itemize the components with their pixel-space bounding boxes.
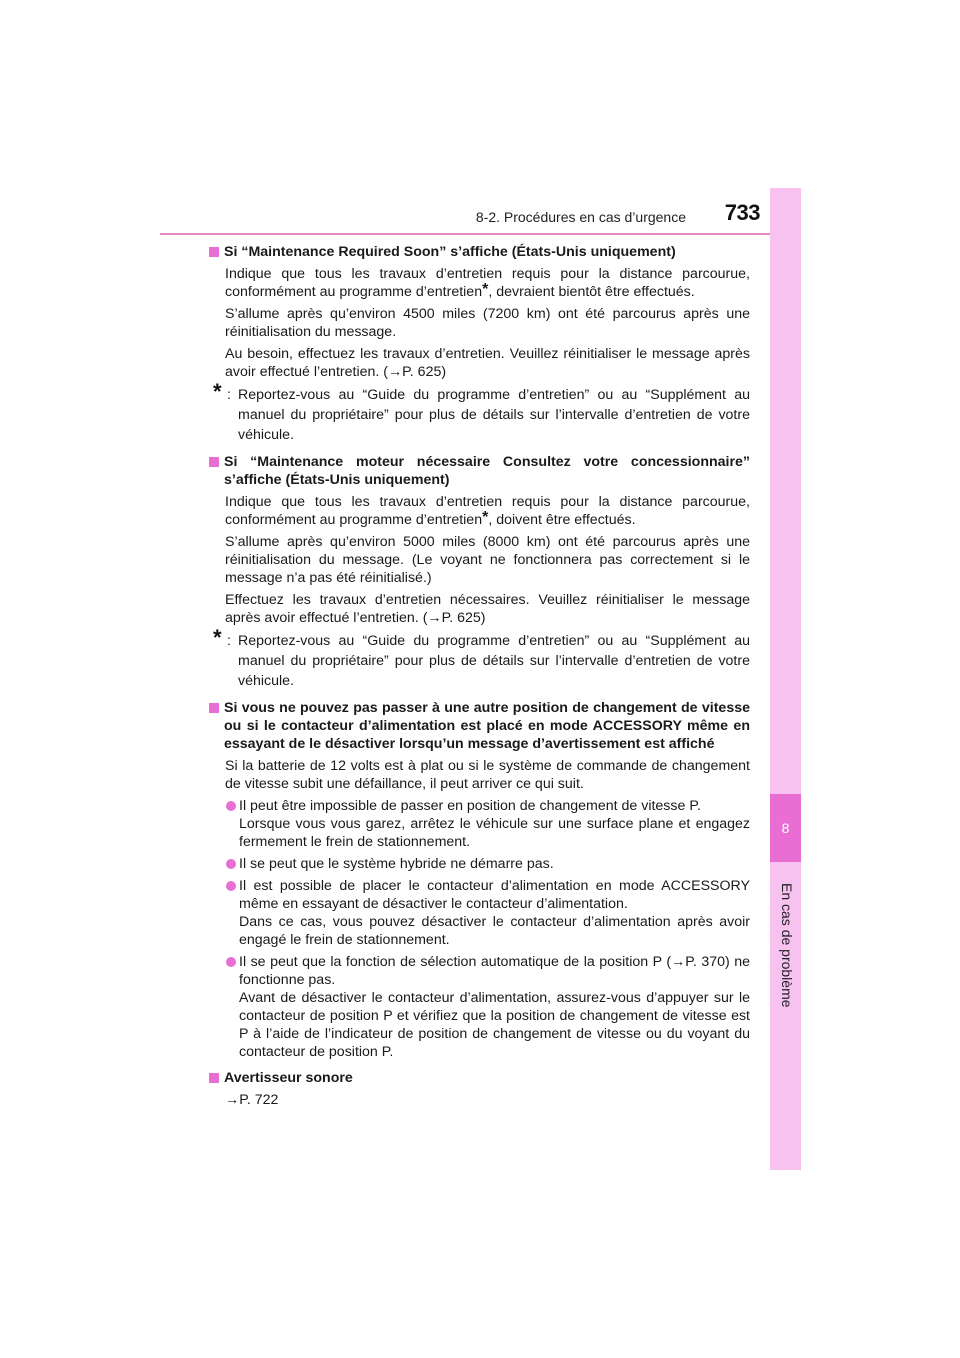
paragraph [225,493,750,529]
section-shift-failure [208,699,750,1061]
circle-bullet-icon [226,859,236,869]
list-item-text: Il peut être impossible de passer en position de changement de vitesse P. [239,798,701,814]
section-heading [208,1069,750,1087]
paragraph-text: Indique que tous les travaux d’entretien requis pour la distance parcourue, conformément au programme d’entretien [225,266,750,300]
chapter-side-tab [770,188,801,1170]
square-bullet-icon [209,457,219,467]
footnote-text: Reportez-vous au “Guide du programme d’entretien” ou au “Supplément au manuel du propriétaire” pour plus de détails sur l’intervalle d’entretien de votre véhicule. [238,387,750,443]
paragraph [225,265,750,301]
footnote [208,379,750,445]
paragraph-text: Indique que tous les travaux d’entretien requis pour la distance parcourue, conformément au programme d’entretien [225,494,750,528]
page-reference-link[interactable]: →P. 722 [225,1092,279,1108]
footnote-marker: * [482,509,489,526]
list-item [208,855,750,873]
paragraph: Si la batterie de 12 volts est à plat ou si le système de commande de changement de vitesse subit une défaillance, il peut arriver ce qui suit. [225,758,750,792]
list-item-text: Avant de désactiver le contacteur d’alimentation, assurez-vous d’appuyer sur le contacteur de position P et vérifiez que la position de changement de vitesse est P à l’aide de l’indicateur de position de changement de vitesse ou du voyant du contacteur de position P. [239,990,750,1060]
chapter-label: En cas de problème [779,883,795,1008]
page-content [208,243,750,1117]
circle-bullet-icon [226,801,236,811]
list-item-text: Il se peut que la fonction de sélection automatique de la position P (→P. 370) ne fonctionne pas. [239,954,750,988]
heading-text: Si “Maintenance Required Soon” s’affiche (États-Unis uniquement) [224,244,676,260]
paragraph: Effectuez les travaux d’entretien nécessaires. Veuillez réinitialiser le message après avoir effectué l’entretien. (→P. 625) [225,592,750,626]
paragraph-text: , doivent être effectués. [488,512,636,528]
list-item-text: Dans ce cas, vous pouvez désactiver le contacteur d’alimentation après avoir engagé le frein de stationnement. [239,914,750,948]
chapter-number: 8 [781,820,790,836]
square-bullet-icon [209,247,219,257]
paragraph: Au besoin, effectuez les travaux d’entretien. Veuillez réinitialiser le message après avoir effectué l’entretien. (→P. 625) [225,346,750,380]
section-heading [208,453,750,489]
section-maintenance-soon [208,243,750,445]
page-number: 733 [724,200,760,225]
list-item-text: Il est possible de placer le contacteur d’alimentation en mode ACCESSORY même en essayant de désactiver le contacteur d’alimentation. [239,878,750,912]
circle-bullet-icon [226,881,236,891]
list-item [208,797,750,851]
footnote [208,625,750,691]
square-bullet-icon [209,703,219,713]
list-item [208,953,750,1061]
footnote-marker: * [482,281,489,298]
footnote-colon: : [227,387,231,403]
list-item-text: Lorsque vous vous garez, arrêtez le véhicule sur une surface plane et engagez fermement le frein de stationnement. [239,816,750,850]
header-divider [160,233,800,235]
footnote-colon: : [227,633,231,649]
asterisk-icon: * [213,625,222,650]
section-horn [208,1069,750,1109]
heading-text: Avertisseur sonore [224,1070,353,1086]
list-item-text: Il se peut que le système hybride ne démarre pas. [239,856,554,872]
paragraph: S’allume après qu’environ 4500 miles (7200 km) ont été parcourus après une réinitialisation du message. [225,306,750,340]
section-heading [208,243,750,261]
list-item [208,877,750,949]
paragraph-text: , devraient bientôt être effectués. [488,284,695,300]
paragraph: S’allume après qu’environ 5000 miles (8000 km) ont été parcourus après une réinitialisation du message. (Le voyant ne fonctionnera pas correctement si le message n’a pas été réinitialisé.) [225,534,750,586]
footnote-text: Reportez-vous au “Guide du programme d’entretien” ou au “Supplément au manuel du propriétaire” pour plus de détails sur l’intervalle d’entretien de votre véhicule. [238,633,750,689]
section-heading [208,699,750,753]
circle-bullet-icon [226,957,236,967]
section-maintenance-needed [208,453,750,691]
heading-text: Si vous ne pouvez pas passer à une autre position de changement de vitesse ou si le contacteur d’alimentation est placé en mode ACCESSORY même en essayant de le désactiver lorsqu’un message d’avertissement est affiché [224,700,750,752]
heading-text: Si “Maintenance moteur nécessaire Consultez votre concessionnaire” s’affiche (États-Unis uniquement) [224,454,750,488]
square-bullet-icon [209,1073,219,1083]
running-header: 8-2. Procédures en cas d’urgence [475,209,686,225]
asterisk-icon: * [213,379,222,404]
